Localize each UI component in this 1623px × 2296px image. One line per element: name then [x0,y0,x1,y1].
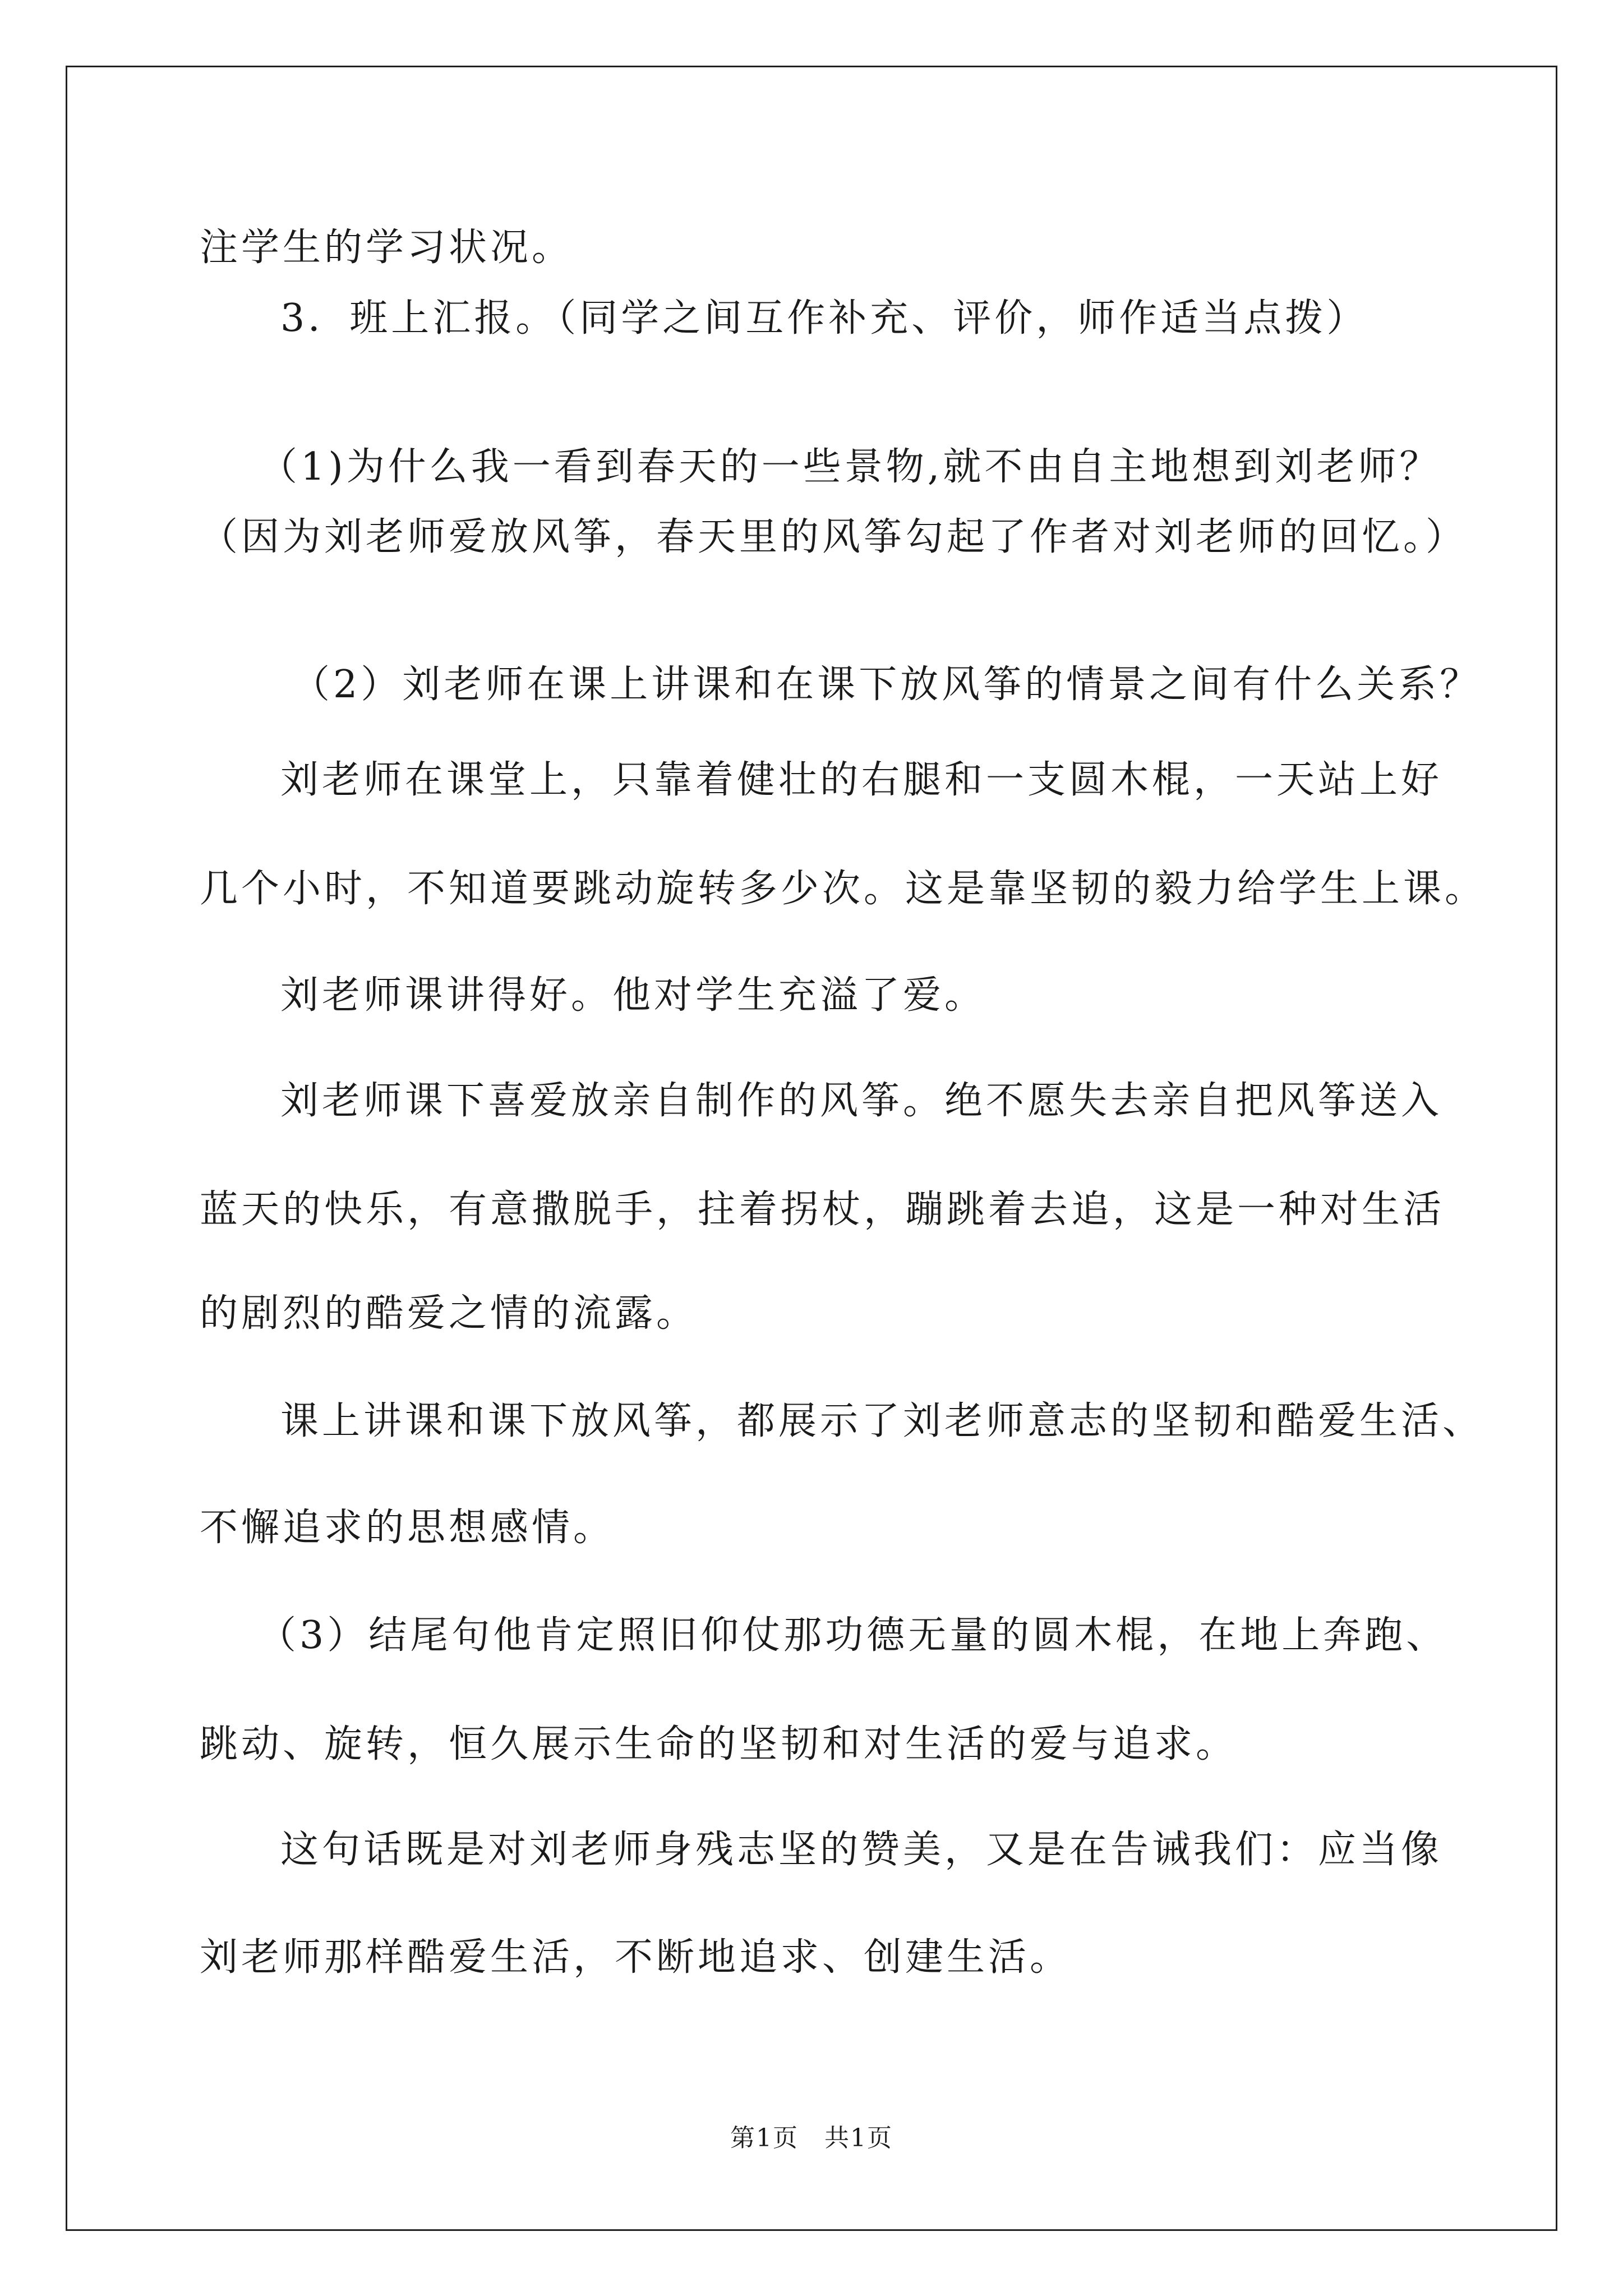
text-line: 刘老师那样酷爱生活，不断地追求、创建生活。 [200,1935,1072,1980]
text-line: 蓝天的快乐，有意撒脱手，拄着拐杖，蹦跳着去追，这是一种对生活 [200,1188,1445,1232]
text-line: 不懈追求的思想感情。 [200,1506,615,1550]
page-border [66,66,1557,2231]
text-line: 刘老师课下喜爱放亲自制作的风筝。绝不愿失去亲自把风筝送入 [280,1079,1443,1123]
page-number-footer: 第1页 共1页 [730,2124,893,2152]
text-line: 刘老师课讲得好。他对学生充溢了爱。 [280,973,986,1018]
text-line: 几个小时，不知道要跳动旋转多少次。这是靠坚韧的毅力给学生上课。 [200,867,1487,911]
text-line: （3）结尾句他肯定照旧仰仗那功德无量的圆木棍，在地上奔跑、 [258,1613,1448,1658]
text-line: 的剧烈的酷爱之情的流露。 [200,1291,698,1336]
text-line: 注学生的学习状况。 [200,226,574,270]
text-line: 这句话既是对刘老师身残志坚的赞美，又是在告诫我们：应当像 [280,1828,1443,1872]
text-line: （1)为什么我一看到春天的一些景物,就不由自主地想到刘老师？ [259,445,1441,489]
text-line: 3．班上汇报。（同学之间互作补充、评价，师作适当点拨） [280,296,1368,341]
text-line: 课上讲课和课下放风筝，都展示了刘老师意志的坚韧和酷爱生活、 [280,1399,1484,1443]
text-line: 刘老师在课堂上，只靠着健壮的右腿和一支圆木棍，一天站上好 [280,758,1443,802]
text-line: 跳动、旋转，恒久展示生命的坚韧和对生活的爱与追求。 [200,1722,1238,1766]
text-line: （因为刘老师爱放风筝，春天里的风筝勾起了作者对刘老师的回忆。） [200,515,1468,559]
text-line: （2）刘老师在课上讲课和在课下放风筝的情景之间有什么关系？ [292,662,1482,707]
